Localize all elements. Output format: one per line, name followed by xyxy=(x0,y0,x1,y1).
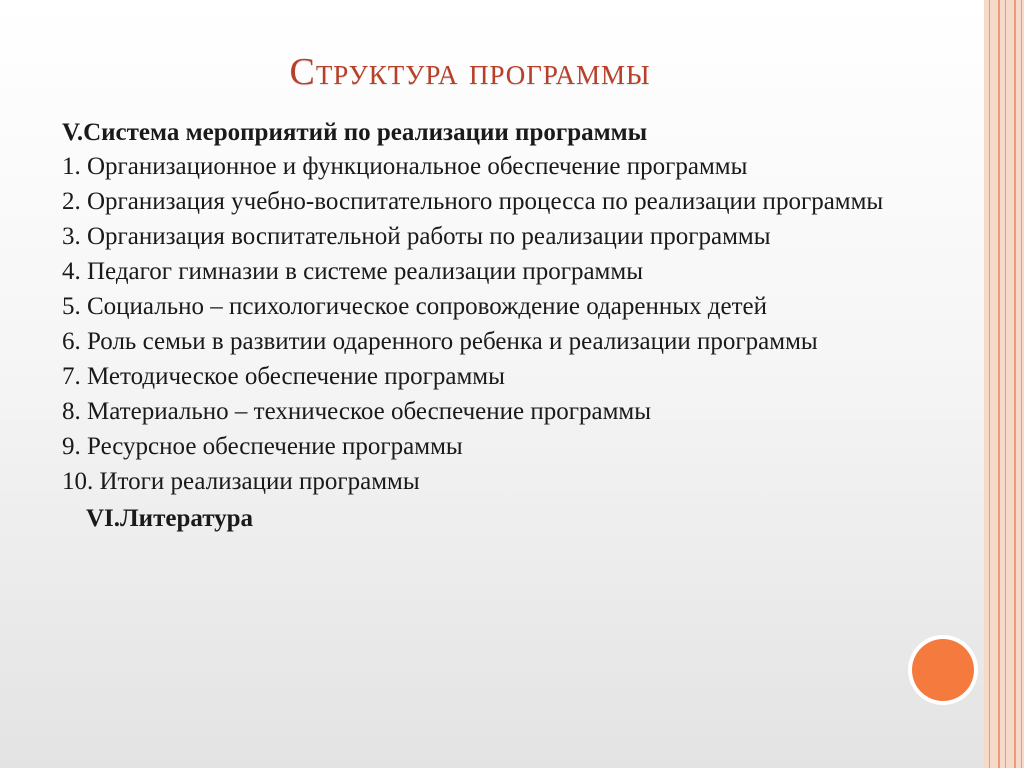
list-item: 6. Роль семьи в развитии одаренного ребенка и реализации программы xyxy=(62,328,818,355)
border-stripe xyxy=(1021,0,1022,768)
list-item: 9. Ресурсное обеспечение программы xyxy=(62,433,463,460)
section-heading: V.Система мероприятий по реализации программы xyxy=(62,119,648,146)
program-item-list xyxy=(62,154,892,495)
list-item: 1. Организационное и функциональное обеспечение программы xyxy=(62,153,748,180)
slide-title: Структура программы xyxy=(289,51,651,93)
border-stripe xyxy=(1014,0,1016,768)
decorative-circle xyxy=(912,639,974,701)
list-item: 10. Итоги реализации программы xyxy=(62,468,420,495)
border-stripe xyxy=(1005,0,1006,768)
border-stripe xyxy=(998,0,1000,768)
list-item: 3. Организация воспитательной работы по реализации программы xyxy=(62,223,771,250)
list-item: 7. Методическое обеспечение программы xyxy=(62,363,505,390)
list-item: 2. Организация учебно-воспитательного процесса по реализации программы xyxy=(62,188,884,215)
slide-content xyxy=(62,118,892,534)
list-item: 8. Материально – техническое обеспечение программы xyxy=(62,398,652,425)
border-stripe xyxy=(989,0,990,768)
list-item: 4. Педагог гимназии в системе реализации программы xyxy=(62,258,643,285)
decorative-right-border xyxy=(984,0,1024,768)
list-item: 5. Социально – психологическое сопровождение одаренных детей xyxy=(62,293,767,320)
final-heading: VI.Литература xyxy=(86,505,254,532)
